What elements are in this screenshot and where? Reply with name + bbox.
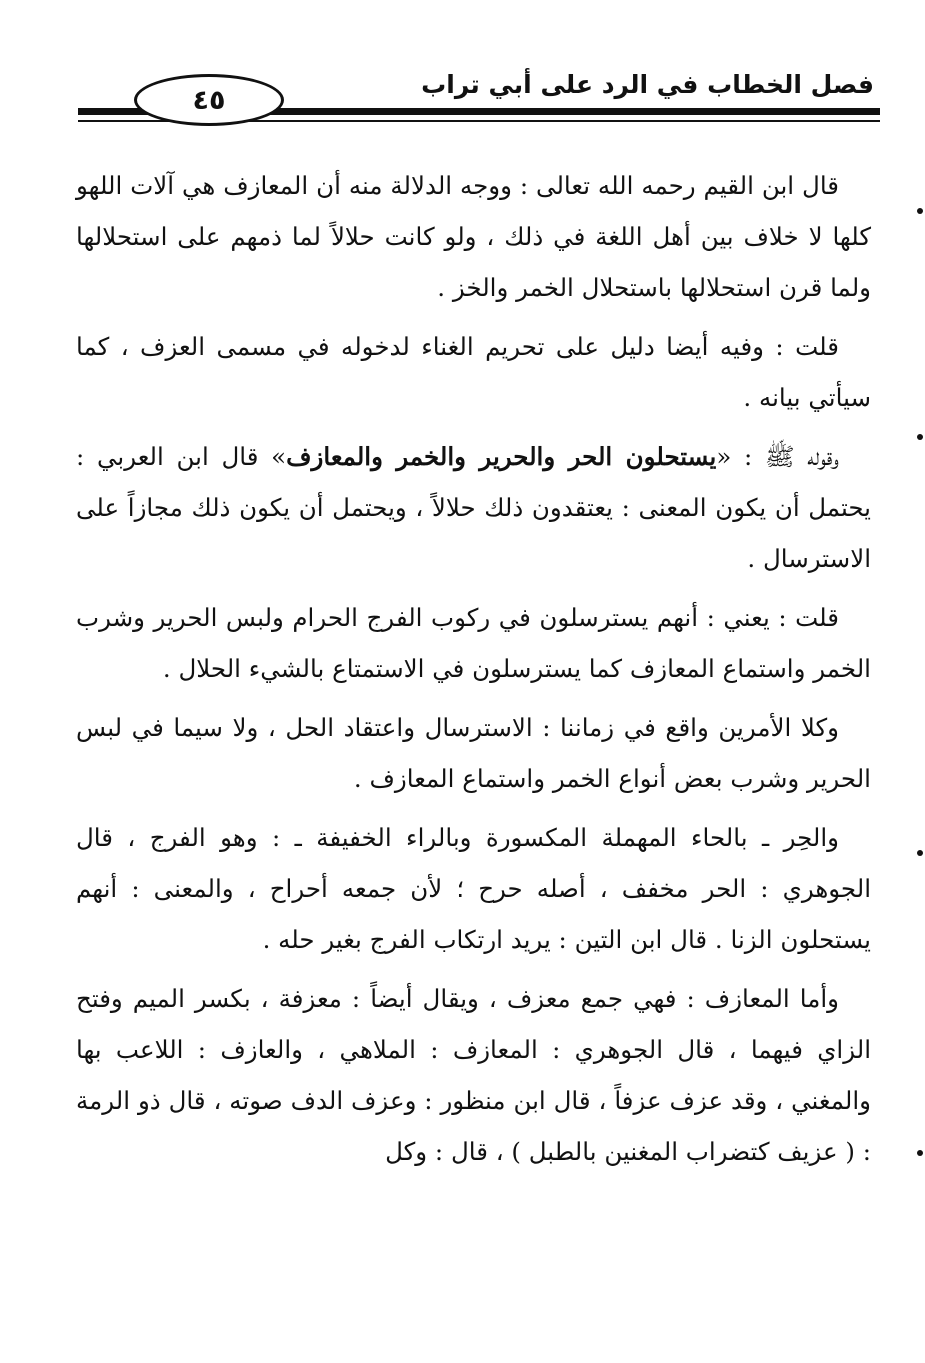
paragraph-1: قال ابن القيم رحمه الله تعالى : ووجه الدلالة منه أن المعازف هي آلات اللهو كلها لا خلاف بين أهل اللغة في ذلك ، ولو كانت حلالاً لما ذمهم على استحلالها ولما قرن استحلالها باستحلال الخمر والخز .	[76, 171, 871, 302]
paragraph-3-lead: وقوله ﷺ : «	[716, 442, 840, 471]
paragraph-2: قلت : وفيه أيضا دليل على تحريم الغناء لدخوله في مسمى العزف ، كما سيأتي بيانه .	[76, 332, 871, 412]
body-text	[76, 160, 871, 1185]
paragraph-3	[76, 431, 871, 584]
margin-mark	[917, 1150, 923, 1156]
paragraph-5: وكلا الأمرين واقع في زماننا : الاسترسال واعتقاد الحل ، ولا سيما في لبس الحرير وشرب بعض أنواع الخمر واستماع المعازف .	[76, 713, 871, 793]
running-title: فصل الخطاب في الرد على أبي تراب	[421, 70, 874, 99]
margin-mark	[917, 850, 923, 856]
margin-mark	[917, 208, 923, 214]
page-number-oval	[134, 74, 284, 126]
paragraph-4: قلت : يعني : أنهم يسترسلون في ركوب الفرج الحرام ولبس الحرير وشرب الخمر واستماع المعازف كما يسترسلون في الاستمتاع بالشيء الحلال .	[76, 603, 871, 683]
paragraph-6: والحِر ـ بالحاء المهملة المكسورة وبالراء الخفيفة ـ : وهو الفرج ، قال الجوهري : الحر مخفف ، أصله حرح ؛ لأن جمعه أحراح ، والمعنى : أنهم يستحلون الزنا . قال ابن التين : يريد ارتكاب الفرج بغير حله .	[76, 823, 871, 954]
page-number: ٤٥	[192, 84, 226, 116]
margin-mark	[917, 434, 923, 440]
hadith-quote: يستحلون الحر والحرير والخمر والمعازف	[286, 442, 717, 471]
paragraph-3-tail: » قال ابن العربي : يحتمل أن يكون المعنى : يعتقدون ذلك حلالاً ، ويحتمل أن يكون ذلك مجازاً على الاسترسال .	[76, 442, 871, 573]
page-header	[78, 62, 880, 132]
paragraph-7: وأما المعازف : فهي جمع معزف ، ويقال أيضاً : معزفة ، بكسر الميم وفتح الزاي فيهما ، قال الجوهري : المعازف : الملاهي ، والعازف : اللاعب بها والمغني ، وقد عزف عزفاً ، قال ابن منظور : وعزف الدف صوته ، قال ذو الرمة : ( عزيف كتضراب المغنين بالطبل ) ، قال : وكل	[76, 984, 871, 1166]
